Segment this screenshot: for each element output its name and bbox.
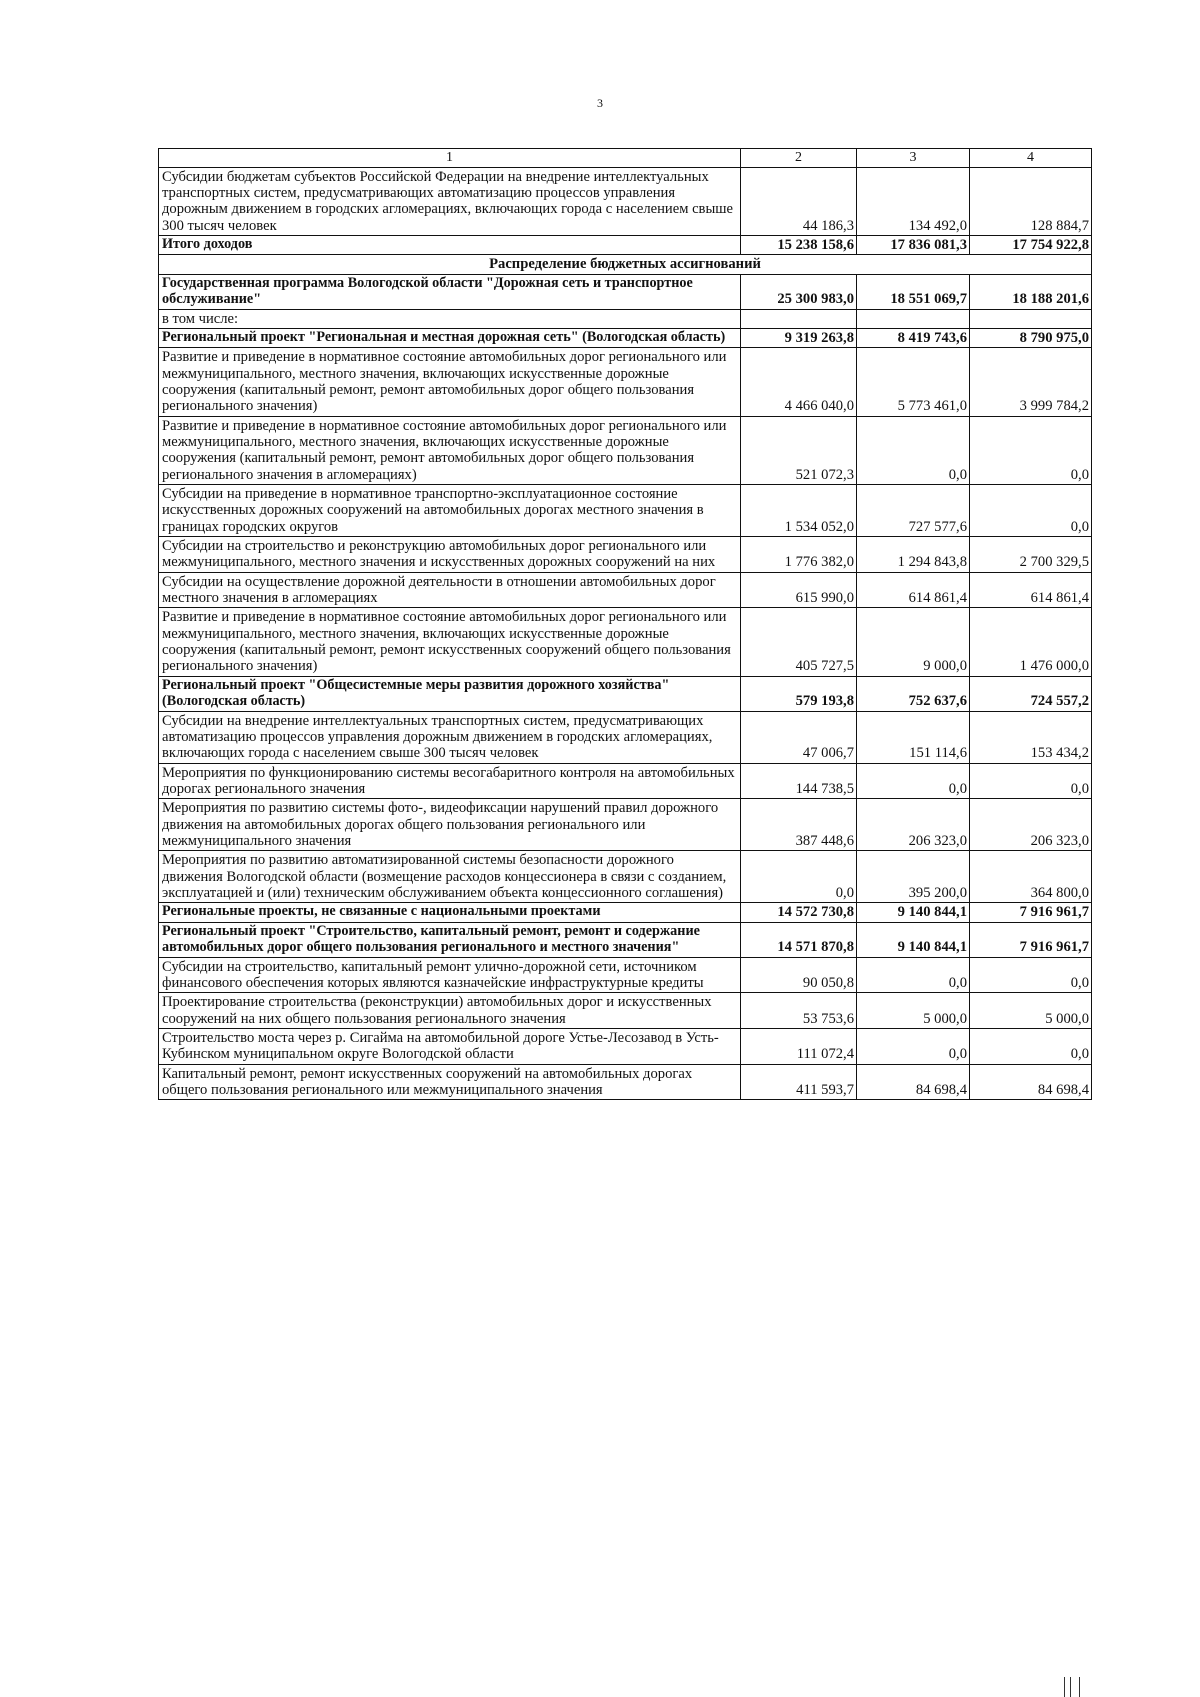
table-header-row — [159, 149, 1092, 168]
table-row — [159, 348, 1092, 416]
row-value-col-2: 111 072,4 — [741, 1028, 857, 1064]
row-value-col-2: 44 186,3 — [741, 167, 857, 235]
row-value-col-4: 614 861,4 — [970, 572, 1092, 608]
row-value-col-4 — [970, 309, 1092, 328]
row-value-col-3: 9 000,0 — [857, 608, 970, 676]
row-description: Региональный проект "Региональная и местная дорожная сеть" (Вологодская область) — [159, 328, 741, 347]
table-row — [159, 167, 1092, 235]
row-description: Развитие и приведение в нормативное состояние автомобильных дорог регионального или межмуниципального, местного значения, включающих искусственные дорожные сооружения (капитальный ремонт, ремонт автомобильных дорог общего пользования регионального значения в агломерациях) — [159, 416, 741, 484]
table-row — [159, 711, 1092, 763]
table-row — [159, 328, 1092, 347]
row-value-col-4: 5 000,0 — [970, 993, 1092, 1029]
row-value-col-3: 206 323,0 — [857, 799, 970, 851]
row-description: Субсидии на осуществление дорожной деятельности в отношении автомобильных дорог местного значения в агломерациях — [159, 572, 741, 608]
row-value-col-4: 2 700 329,5 — [970, 537, 1092, 573]
header-col-2: 2 — [741, 149, 857, 168]
row-description: Региональные проекты, не связанные с национальными проектами — [159, 903, 741, 922]
row-value-col-2: 47 006,7 — [741, 711, 857, 763]
row-value-col-4: 0,0 — [970, 1028, 1092, 1064]
row-description: Субсидии на внедрение интеллектуальных транспортных систем, предусматривающих автоматизацию процессов управления дорожным движением в городских агломерациях, включающих города с населением свыше 300 тысяч человек — [159, 711, 741, 763]
row-value-col-3: 84 698,4 — [857, 1064, 970, 1100]
row-value-col-3: 151 114,6 — [857, 711, 970, 763]
row-description: в том числе: — [159, 309, 741, 328]
row-description: Мероприятия по развитию автоматизированной системы безопасности дорожного движения Вологодской области (возмещение расходов концессионера в связи с созданием, эксплуатацией и (или) техническим обслуживанием объекта концессионного соглашения) — [159, 851, 741, 903]
row-description: Региональный проект "Общесистемные меры развития дорожного хозяйства" (Вологодская область) — [159, 676, 741, 711]
row-value-col-3: 8 419 743,6 — [857, 328, 970, 347]
row-value-col-2 — [741, 309, 857, 328]
table-row — [159, 851, 1092, 903]
row-description: Субсидии на строительство, капитальный ремонт улично-дорожной сети, источником финансового обеспечения которых являются казначейские инфраструктурные кредиты — [159, 957, 741, 993]
table-row — [159, 993, 1092, 1029]
row-value-col-4: 0,0 — [970, 416, 1092, 484]
row-value-col-3: 5 773 461,0 — [857, 348, 970, 416]
row-value-col-3: 614 861,4 — [857, 572, 970, 608]
row-value-col-3: 1 294 843,8 — [857, 537, 970, 573]
row-value-col-2: 53 753,6 — [741, 993, 857, 1029]
row-value-col-3: 727 577,6 — [857, 484, 970, 536]
row-value-col-4: 84 698,4 — [970, 1064, 1092, 1100]
row-value-col-2: 15 238 158,6 — [741, 236, 857, 255]
table-row — [159, 676, 1092, 711]
row-value-col-3: 5 000,0 — [857, 993, 970, 1029]
row-value-col-2: 1 776 382,0 — [741, 537, 857, 573]
row-value-col-2: 387 448,6 — [741, 799, 857, 851]
header-col-3: 3 — [857, 149, 970, 168]
row-description: Капитальный ремонт, ремонт искусственных сооружений на автомобильных дорогах общего пользования регионального или межмуниципального значения — [159, 1064, 741, 1100]
row-value-col-3: 0,0 — [857, 763, 970, 799]
row-value-col-3: 9 140 844,1 — [857, 922, 970, 957]
table-row — [159, 608, 1092, 676]
row-value-col-3: 752 637,6 — [857, 676, 970, 711]
budget-table-body — [159, 149, 1092, 1100]
row-value-col-4: 17 754 922,8 — [970, 236, 1092, 255]
table-row — [159, 922, 1092, 957]
row-value-col-2: 14 571 870,8 — [741, 922, 857, 957]
row-value-col-4: 1 476 000,0 — [970, 608, 1092, 676]
table-row — [159, 1064, 1092, 1100]
row-value-col-4: 8 790 975,0 — [970, 328, 1092, 347]
table-row — [159, 309, 1092, 328]
header-col-1: 1 — [159, 149, 741, 168]
row-description: Государственная программа Вологодской области "Дорожная сеть и транспортное обслуживание" — [159, 274, 741, 309]
row-value-col-2: 579 193,8 — [741, 676, 857, 711]
row-value-col-3: 17 836 081,3 — [857, 236, 970, 255]
table-row — [159, 903, 1092, 922]
row-value-col-3: 18 551 069,7 — [857, 274, 970, 309]
table-row — [159, 1028, 1092, 1064]
row-value-col-4: 153 434,2 — [970, 711, 1092, 763]
row-description: Мероприятия по функционированию системы весогабаритного контроля на автомобильных дорогах регионального значения — [159, 763, 741, 799]
row-value-col-4: 7 916 961,7 — [970, 903, 1092, 922]
row-value-col-4: 0,0 — [970, 484, 1092, 536]
row-description: Проектирование строительства (реконструкции) автомобильных дорог и искусственных сооружений на них общего пользования регионального значения — [159, 993, 741, 1029]
row-value-col-2: 90 050,8 — [741, 957, 857, 993]
budget-table — [158, 148, 1092, 1100]
row-value-col-3: 0,0 — [857, 1028, 970, 1064]
row-value-col-2: 144 738,5 — [741, 763, 857, 799]
table-row — [159, 537, 1092, 573]
row-value-col-4: 206 323,0 — [970, 799, 1092, 851]
row-value-col-4: 128 884,7 — [970, 167, 1092, 235]
row-description: Итого доходов — [159, 236, 741, 255]
row-value-col-2: 14 572 730,8 — [741, 903, 857, 922]
table-row — [159, 236, 1092, 255]
table-row — [159, 572, 1092, 608]
row-description: Развитие и приведение в нормативное состояние автомобильных дорог регионального или межмуниципального, местного значения, включающих искусственные дорожные сооружения (капитальный ремонт, ремонт искусственных сооружений общего пользования регионального значения) — [159, 608, 741, 676]
margin-mark — [1064, 1677, 1080, 1697]
row-value-col-3: 395 200,0 — [857, 851, 970, 903]
row-description: Строительство моста через р. Сигайма на автомобильной дороге Устье-Лесозавод в Усть-Кубинском муниципальном округе Вологодской области — [159, 1028, 741, 1064]
row-value-col-2: 405 727,5 — [741, 608, 857, 676]
row-value-col-2: 4 466 040,0 — [741, 348, 857, 416]
row-value-col-2: 521 072,3 — [741, 416, 857, 484]
row-value-col-2: 0,0 — [741, 851, 857, 903]
row-description: Мероприятия по развитию системы фото-, видеофиксации нарушений правил дорожного движения на автомобильных дорогах общего пользования регионального или межмуниципального значения — [159, 799, 741, 851]
row-value-col-4: 0,0 — [970, 763, 1092, 799]
row-description: Субсидии бюджетам субъектов Российской Федерации на внедрение интеллектуальных транспортных систем, предусматривающих автоматизацию процессов управления дорожным движением в городских агломерациях, включающих города с населением свыше 300 тысяч человек — [159, 167, 741, 235]
table-row — [159, 416, 1092, 484]
row-value-col-4: 18 188 201,6 — [970, 274, 1092, 309]
header-col-4: 4 — [970, 149, 1092, 168]
section-title: Распределение бюджетных ассигнований — [159, 255, 1092, 274]
table-row — [159, 484, 1092, 536]
row-value-col-4: 7 916 961,7 — [970, 922, 1092, 957]
row-value-col-3: 134 492,0 — [857, 167, 970, 235]
row-description: Субсидии на строительство и реконструкцию автомобильных дорог регионального или межмуниципального, местного значения и искусственных дорожных сооружений на них — [159, 537, 741, 573]
section-row — [159, 255, 1092, 274]
row-value-col-3: 0,0 — [857, 416, 970, 484]
row-value-col-2: 411 593,7 — [741, 1064, 857, 1100]
row-value-col-4: 3 999 784,2 — [970, 348, 1092, 416]
page-number: 3 — [597, 96, 603, 110]
row-description: Региональный проект "Строительство, капитальный ремонт, ремонт и содержание автомобильных дорог общего пользования регионального и местного значения" — [159, 922, 741, 957]
table-row — [159, 799, 1092, 851]
row-description: Развитие и приведение в нормативное состояние автомобильных дорог регионального или межмуниципального, местного значения, включающих искусственные дорожные сооружения (капитальный ремонт, ремонт автомобильных дорог общего пользования регионального значения) — [159, 348, 741, 416]
row-value-col-2: 615 990,0 — [741, 572, 857, 608]
row-value-col-3: 0,0 — [857, 957, 970, 993]
row-value-col-4: 364 800,0 — [970, 851, 1092, 903]
row-value-col-3 — [857, 309, 970, 328]
row-value-col-4: 0,0 — [970, 957, 1092, 993]
table-row — [159, 763, 1092, 799]
table-row — [159, 957, 1092, 993]
row-value-col-3: 9 140 844,1 — [857, 903, 970, 922]
row-value-col-2: 25 300 983,0 — [741, 274, 857, 309]
row-value-col-2: 1 534 052,0 — [741, 484, 857, 536]
row-value-col-2: 9 319 263,8 — [741, 328, 857, 347]
row-value-col-4: 724 557,2 — [970, 676, 1092, 711]
table-row — [159, 274, 1092, 309]
row-description: Субсидии на приведение в нормативное транспортно-эксплуатационное состояние искусственных дорожных сооружений на автомобильных дорогах местного значения в границах городских округов — [159, 484, 741, 536]
